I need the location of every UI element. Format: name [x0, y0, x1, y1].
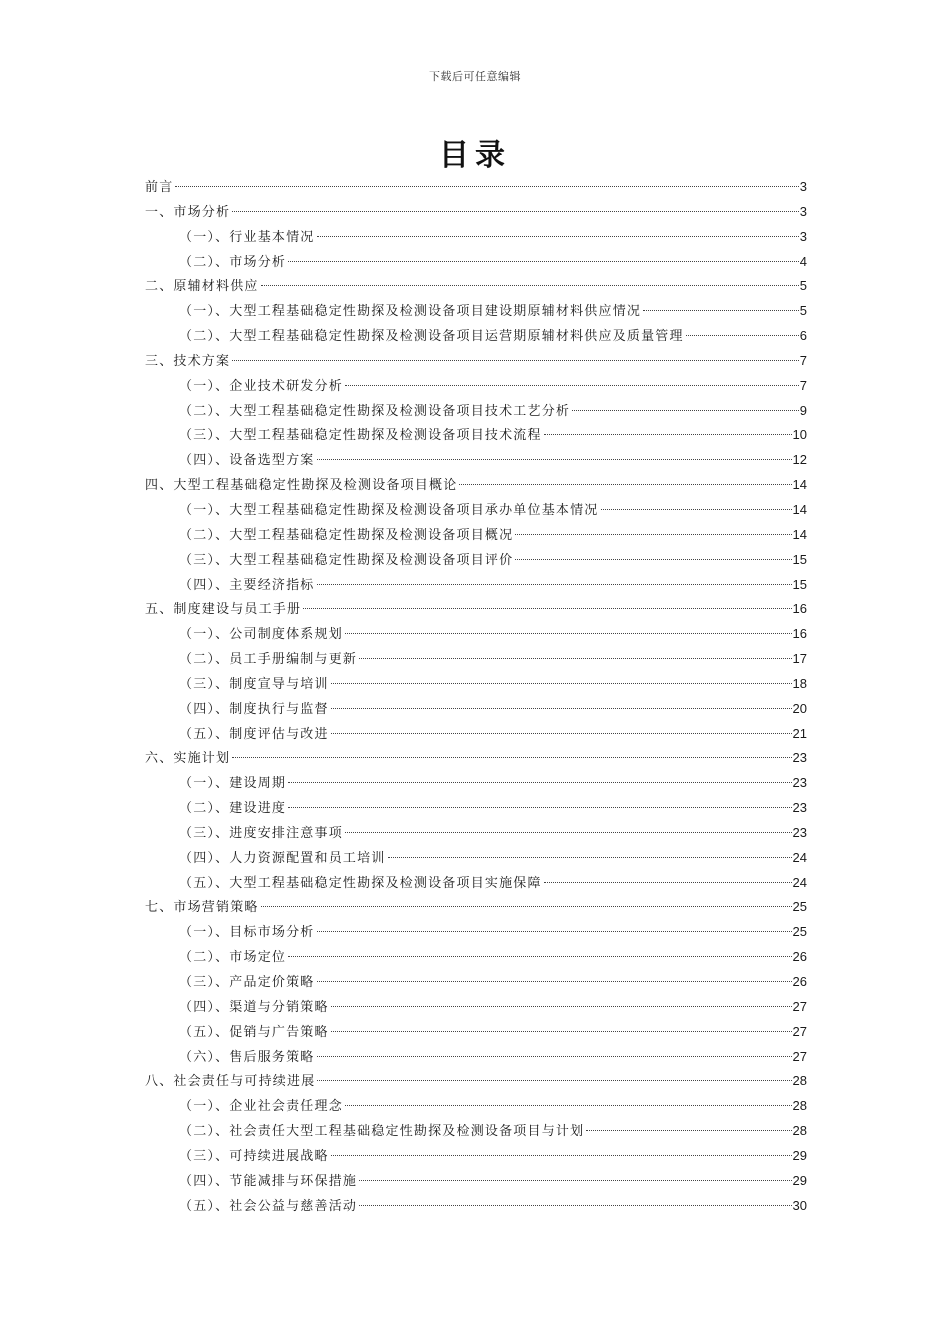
toc-entry-title: 八、社会责任与可持续进展 [145, 1074, 316, 1090]
toc-entry-title: 一、市场分析 [145, 204, 231, 220]
toc-dot-leader [288, 261, 799, 262]
toc-dot-leader [388, 857, 792, 858]
toc-section-entry[interactable] [145, 523, 807, 548]
toc-dot-leader [345, 385, 799, 386]
toc-dot-leader [643, 310, 799, 311]
toc-page-number: 27 [792, 998, 807, 1014]
toc-entry-title: 六、实施计划 [145, 751, 231, 767]
toc-section-entry[interactable] [145, 1169, 807, 1194]
toc-section-entry[interactable] [145, 871, 807, 896]
toc-dot-leader [459, 484, 791, 485]
toc-page-number: 29 [792, 1172, 807, 1188]
toc-dot-leader [317, 1080, 791, 1081]
toc-dot-leader [303, 608, 791, 609]
toc-section-entry[interactable] [145, 771, 807, 796]
toc-entry-title: （二）、市场分析 [179, 254, 287, 270]
toc-entry-title: （五）、大型工程基础稳定性勘探及检测设备项目实施保障 [179, 875, 542, 891]
toc-dot-leader [586, 1130, 791, 1131]
toc-entry-title: （三）、可持续进展战略 [179, 1148, 329, 1164]
toc-page-number: 28 [792, 1073, 807, 1089]
toc-dot-leader [345, 1105, 792, 1106]
toc-dot-leader [686, 335, 799, 336]
toc-section-entry[interactable] [145, 225, 807, 250]
toc-dot-leader [317, 236, 799, 237]
toc-page-number: 25 [792, 899, 807, 915]
toc-section-entry[interactable] [145, 324, 807, 349]
toc-page-number: 27 [792, 1023, 807, 1039]
toc-dot-leader [317, 584, 792, 585]
toc-entry-title: 三、技术方案 [145, 353, 231, 369]
toc-page-number: 21 [792, 725, 807, 741]
toc-page-number: 16 [792, 601, 807, 617]
toc-chapter-entry[interactable] [145, 274, 807, 299]
toc-page-number: 20 [792, 700, 807, 716]
toc-dot-leader [288, 782, 791, 783]
toc-entry-title: （三）、制度宣导与培训 [179, 676, 329, 692]
toc-dot-leader [345, 633, 792, 634]
toc-section-entry[interactable] [145, 1144, 807, 1169]
toc-chapter-entry[interactable] [145, 895, 807, 920]
toc-dot-leader [317, 931, 792, 932]
toc-dot-leader [331, 1006, 792, 1007]
toc-dot-leader [331, 1031, 792, 1032]
toc-dot-leader [515, 559, 791, 560]
toc-section-entry[interactable] [145, 448, 807, 473]
toc-section-entry[interactable] [145, 846, 807, 871]
toc-page-number: 30 [792, 1197, 807, 1213]
toc-section-entry[interactable] [145, 722, 807, 747]
toc-page-number: 3 [799, 203, 807, 219]
toc-entry-title: （四）、制度执行与监督 [179, 701, 329, 717]
table-of-contents [145, 175, 807, 1218]
toc-page-number: 28 [792, 1098, 807, 1114]
toc-dot-leader [261, 285, 799, 286]
toc-dot-leader [572, 410, 799, 411]
toc-entry-title: （二）、大型工程基础稳定性勘探及检测设备项目概况 [179, 527, 514, 543]
toc-page-number: 29 [792, 1147, 807, 1163]
toc-page-number: 5 [799, 278, 807, 294]
toc-section-entry[interactable] [145, 423, 807, 448]
toc-entry-title: （四）、渠道与分销策略 [179, 999, 329, 1015]
toc-page-number: 4 [799, 253, 807, 269]
toc-page-number: 18 [792, 675, 807, 691]
toc-title: 目录 [439, 138, 511, 173]
toc-chapter-entry[interactable] [145, 597, 807, 622]
toc-entry-title: （五）、促销与广告策略 [179, 1024, 329, 1040]
toc-entry-title: （三）、大型工程基础稳定性勘探及检测设备项目评价 [179, 552, 514, 568]
toc-page-number: 9 [799, 402, 807, 418]
toc-entry-title: （二）、建设进度 [179, 801, 287, 817]
toc-entry-title: （四）、主要经济指标 [179, 577, 315, 593]
toc-dot-leader [232, 757, 791, 758]
toc-dot-leader [261, 906, 792, 907]
toc-section-entry[interactable] [145, 374, 807, 399]
toc-section-entry[interactable] [145, 573, 807, 598]
toc-entry-title: （四）、人力资源配置和员工培训 [179, 850, 386, 866]
toc-entry-title: （五）、制度评估与改进 [179, 726, 329, 742]
toc-section-entry[interactable] [145, 1094, 807, 1119]
toc-entry-title: （四）、设备选型方案 [179, 453, 315, 469]
toc-entry-title: （三）、大型工程基础稳定性勘探及检测设备项目技术流程 [179, 428, 542, 444]
page-header-note: 下载后可任意编辑 [429, 70, 521, 83]
toc-chapter-entry[interactable] [145, 175, 807, 200]
toc-section-entry[interactable] [145, 672, 807, 697]
toc-dot-leader [175, 186, 798, 187]
toc-entry-title: （一）、企业社会责任理念 [179, 1099, 343, 1115]
toc-dot-leader [359, 1180, 791, 1181]
toc-section-entry[interactable] [145, 995, 807, 1020]
toc-dot-leader [232, 211, 799, 212]
toc-section-entry[interactable] [145, 622, 807, 647]
toc-dot-leader [345, 832, 792, 833]
toc-section-entry[interactable] [145, 970, 807, 995]
toc-entry-title: （二）、大型工程基础稳定性勘探及检测设备项目技术工艺分析 [179, 403, 571, 419]
toc-entry-title: 七、市场营销策略 [145, 900, 259, 916]
toc-chapter-entry[interactable] [145, 746, 807, 771]
toc-entry-title: （六）、售后服务策略 [179, 1049, 315, 1065]
toc-chapter-entry[interactable] [145, 1069, 807, 1094]
toc-section-entry[interactable] [145, 399, 807, 424]
toc-entry-title: （二）、市场定位 [179, 950, 287, 966]
toc-entry-title: （五）、社会公益与慈善活动 [179, 1198, 358, 1214]
toc-chapter-entry[interactable] [145, 473, 807, 498]
toc-entry-title: （四）、节能减排与环保措施 [179, 1173, 358, 1189]
toc-chapter-entry[interactable] [145, 200, 807, 225]
toc-entry-title: （一）、目标市场分析 [179, 925, 315, 941]
toc-page-number: 7 [799, 352, 807, 368]
toc-page-number: 25 [792, 924, 807, 940]
toc-dot-leader [601, 509, 792, 510]
toc-dot-leader [331, 683, 792, 684]
toc-section-entry[interactable] [145, 920, 807, 945]
toc-dot-leader [515, 534, 791, 535]
toc-entry-title: （二）、社会责任大型工程基础稳定性勘探及检测设备项目与计划 [179, 1124, 585, 1140]
toc-dot-leader [317, 981, 792, 982]
toc-page-number: 5 [799, 303, 807, 319]
toc-section-entry[interactable] [145, 1020, 807, 1045]
toc-entry-title: （一）、大型工程基础稳定性勘探及检测设备项目建设期原辅材料供应情况 [179, 304, 642, 320]
toc-page-number: 28 [792, 1123, 807, 1139]
toc-entry-title: （一）、大型工程基础稳定性勘探及检测设备项目承办单位基本情况 [179, 502, 599, 518]
toc-entry-title: 前言 [145, 180, 174, 195]
toc-entry-title: 二、原辅材料供应 [145, 279, 259, 295]
toc-page-number: 15 [792, 551, 807, 567]
toc-page-number: 3 [799, 228, 807, 244]
toc-section-entry[interactable] [145, 945, 807, 970]
toc-dot-leader [331, 733, 792, 734]
toc-page-number: 14 [792, 526, 807, 542]
toc-page-number: 10 [792, 427, 807, 443]
toc-page-number: 26 [792, 949, 807, 965]
toc-page-number: 23 [792, 750, 807, 766]
toc-page-number: 26 [792, 974, 807, 989]
toc-section-entry[interactable] [145, 821, 807, 846]
toc-entry-title: 四、大型工程基础稳定性勘探及检测设备项目概论 [145, 478, 458, 494]
toc-dot-leader [288, 956, 791, 957]
toc-section-entry[interactable] [145, 250, 807, 275]
toc-dot-leader [359, 1205, 791, 1206]
toc-entry-title: 五、制度建设与员工手册 [145, 602, 302, 618]
toc-page-number: 23 [792, 775, 807, 791]
toc-chapter-entry[interactable] [145, 349, 807, 374]
toc-section-entry[interactable] [145, 1194, 807, 1219]
toc-entry-title: （一）、建设周期 [179, 776, 287, 792]
toc-page-number: 24 [792, 849, 807, 865]
toc-section-entry[interactable] [145, 647, 807, 672]
toc-entry-title: （一）、行业基本情况 [179, 229, 315, 245]
toc-section-entry[interactable] [145, 548, 807, 573]
toc-section-entry[interactable] [145, 1119, 807, 1144]
toc-page-number: 27 [792, 1048, 807, 1064]
toc-page-number: 17 [792, 651, 807, 667]
toc-dot-leader [544, 434, 792, 435]
toc-entry-title: （一）、公司制度体系规划 [179, 627, 343, 643]
toc-page-number: 15 [792, 576, 807, 592]
toc-dot-leader [288, 807, 791, 808]
toc-section-entry[interactable] [145, 697, 807, 722]
toc-entry-title: （三）、进度安排注意事项 [179, 825, 343, 841]
toc-section-entry[interactable] [145, 299, 807, 324]
toc-page-number: 6 [799, 328, 807, 344]
toc-entry-title: （二）、员工手册编制与更新 [179, 652, 358, 668]
toc-dot-leader [317, 459, 792, 460]
toc-dot-leader [544, 882, 792, 883]
toc-dot-leader [331, 708, 792, 709]
toc-dot-leader [359, 658, 791, 659]
toc-dot-leader [331, 1155, 792, 1156]
toc-page-number: 23 [792, 824, 807, 840]
toc-page-number: 12 [792, 452, 807, 468]
toc-section-entry[interactable] [145, 1045, 807, 1070]
toc-page-number: 3 [799, 179, 807, 194]
toc-section-entry[interactable] [145, 498, 807, 523]
toc-entry-title: （二）、大型工程基础稳定性勘探及检测设备项目运营期原辅材料供应及质量管理 [179, 329, 684, 345]
toc-section-entry[interactable] [145, 796, 807, 821]
toc-entry-title: （一）、企业技术研发分析 [179, 378, 343, 394]
toc-page-number: 7 [799, 377, 807, 393]
toc-page-number: 24 [792, 874, 807, 890]
toc-page-number: 14 [792, 477, 807, 493]
toc-page-number: 16 [792, 626, 807, 642]
toc-page-number: 14 [792, 501, 807, 517]
toc-entry-title: （三）、产品定价策略 [179, 975, 315, 990]
toc-page-number: 23 [792, 800, 807, 816]
toc-dot-leader [232, 360, 799, 361]
toc-dot-leader [317, 1056, 792, 1057]
